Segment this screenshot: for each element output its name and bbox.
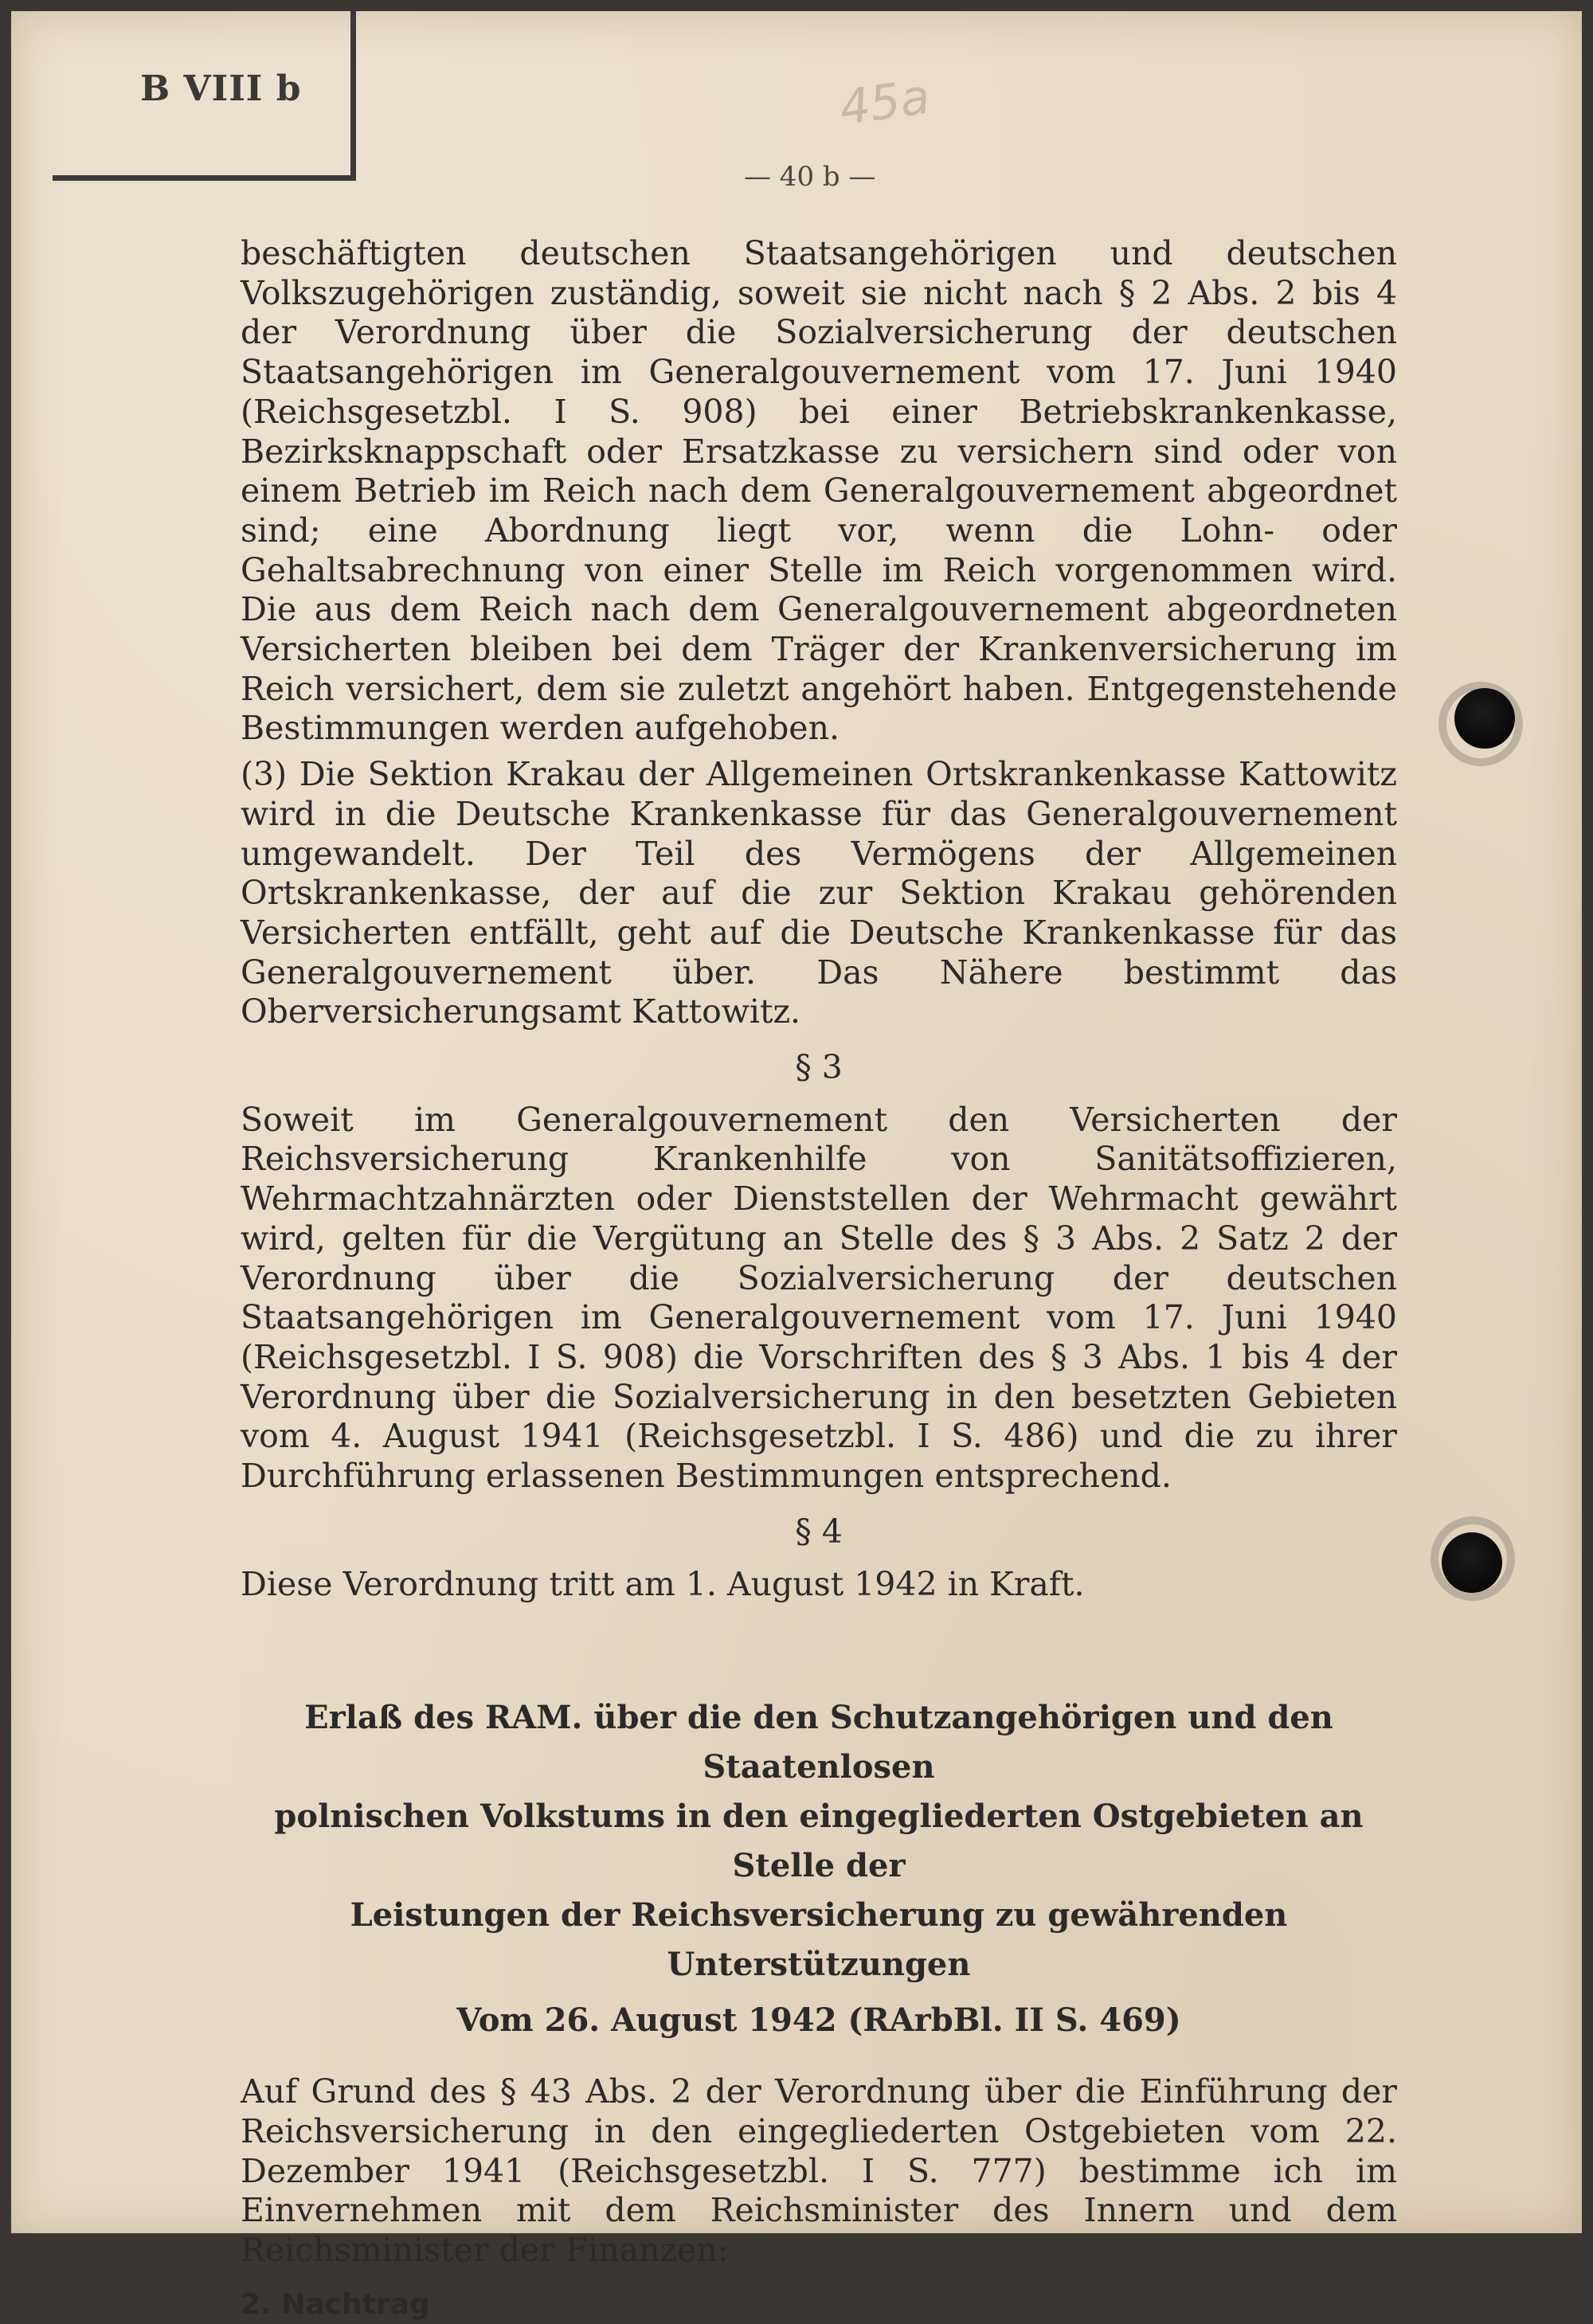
decree-title-line-2: polnischen Volkstums in den eingegliederten Ostgebieten an Stelle der [274, 1798, 1364, 1885]
decree-intro: Auf Grund des § 43 Abs. 2 der Verordnung über die Einführung der Reichsversicherung in den eingegliederten Ostgebieten vom 22. Dezember 1941 (Reichsgesetzbl. I S. 777) bestimme ich im Einvernehmen mit dem Reichsminister des Innern und dem Reichsminister der Finanzen: [241, 2072, 1397, 2270]
decree-title-line-1: Erlaß des RAM. über die den Schutzangehörigen und den Staatenlosen [304, 1699, 1333, 1786]
section-3-heading: § 3 [795, 1048, 843, 1087]
punch-hole-lower [1442, 1532, 1502, 1593]
document-body [241, 234, 1397, 2324]
document-page [11, 11, 1582, 2321]
pencil-annotation: 45a [836, 68, 933, 137]
decree-date: Vom 26. August 1942 (RArbBl. II S. 469) [456, 2001, 1181, 2040]
section-4-heading: § 4 [795, 1512, 843, 1551]
punch-hole-upper [1454, 688, 1515, 749]
paragraph-3: (3) Die Sektion Krakau der Allgemeinen Ortskrankenkasse Kattowitz wird in die Deutsche Krankenkasse für das Generalgouvernement umgewandelt. Der Teil des Vermögens der Allgemeinen Ortskrankenkasse, der auf die zur Sektion Krakau gehörenden Versicherten entfällt, geht auf die Deutsche Krankenkasse für das Generalgouvernement über. Das Nähere bestimmt das Oberversicherungsamt Kattowitz. [241, 755, 1397, 1031]
category-label: B VIII b [140, 68, 302, 109]
decree-title-line-3: Leistungen der Reichsversicherung zu gewährenden Unterstützungen [350, 1896, 1288, 1984]
section-4-text: Diese Verordnung tritt am 1. August 1942 in Kraft. [241, 1564, 1085, 1603]
section-3-text: Soweit im Generalgouvernement den Versicherten der Reichsversicherung Krankenhilfe von Sanitätsoffizieren, Wehrmachtzahnärzten oder Dienststellen der Wehrmacht gewährt wird, gelten für die Vergütung an Stelle des § 3 Abs. 2 Satz 2 der Verordnung über die Sozialversicherung der deutschen Staatsangehörigen im Generalgouvernement vom 17. Juni 1940 (Reichsgesetzbl. I S. 908) die Vorschriften des § 3 Abs. 1 bis 4 der Verordnung über die Sozialversicherung in den besetzten Gebieten vom 4. August 1941 (Reichsgesetzbl. I S. 486) und die zu ihrer Durchführung erlassenen Bestimmungen entsprechend. [241, 1100, 1397, 1496]
supplement-note: 2. Nachtrag [241, 2287, 430, 2321]
continuation-paragraph: beschäftigten deutschen Staatsangehörigen und deutschen Volkszugehörigen zuständig, soweit sie nicht nach § 2 Abs. 2 bis 4 der Verordnung über die Sozialversicherung der deutschen Staatsangehörigen im Generalgouvernement vom 17. Juni 1940 (Reichsgesetzbl. I S. 908) bei einer Betriebskrankenkasse, Bezirksknappschaft oder Ersatzkasse zu versichern sind oder von einem Betrieb im Reich nach dem Generalgouvernement abgeordnet sind; eine Abordnung liegt vor, wenn die Lohn- oder Gehaltsabrechnung von einer Stelle im Reich vorgenommen wird. Die aus dem Reich nach dem Generalgouvernement abgeordneten Versicherten bleiben bei dem Träger der Krankenversicherung im Reich versichert, dem sie zuletzt angehört haben. Entgegenstehende Bestimmungen werden aufgehoben. [241, 234, 1397, 748]
decree-title-block [241, 1693, 1397, 2045]
page-number: — 40 b — [744, 161, 876, 193]
